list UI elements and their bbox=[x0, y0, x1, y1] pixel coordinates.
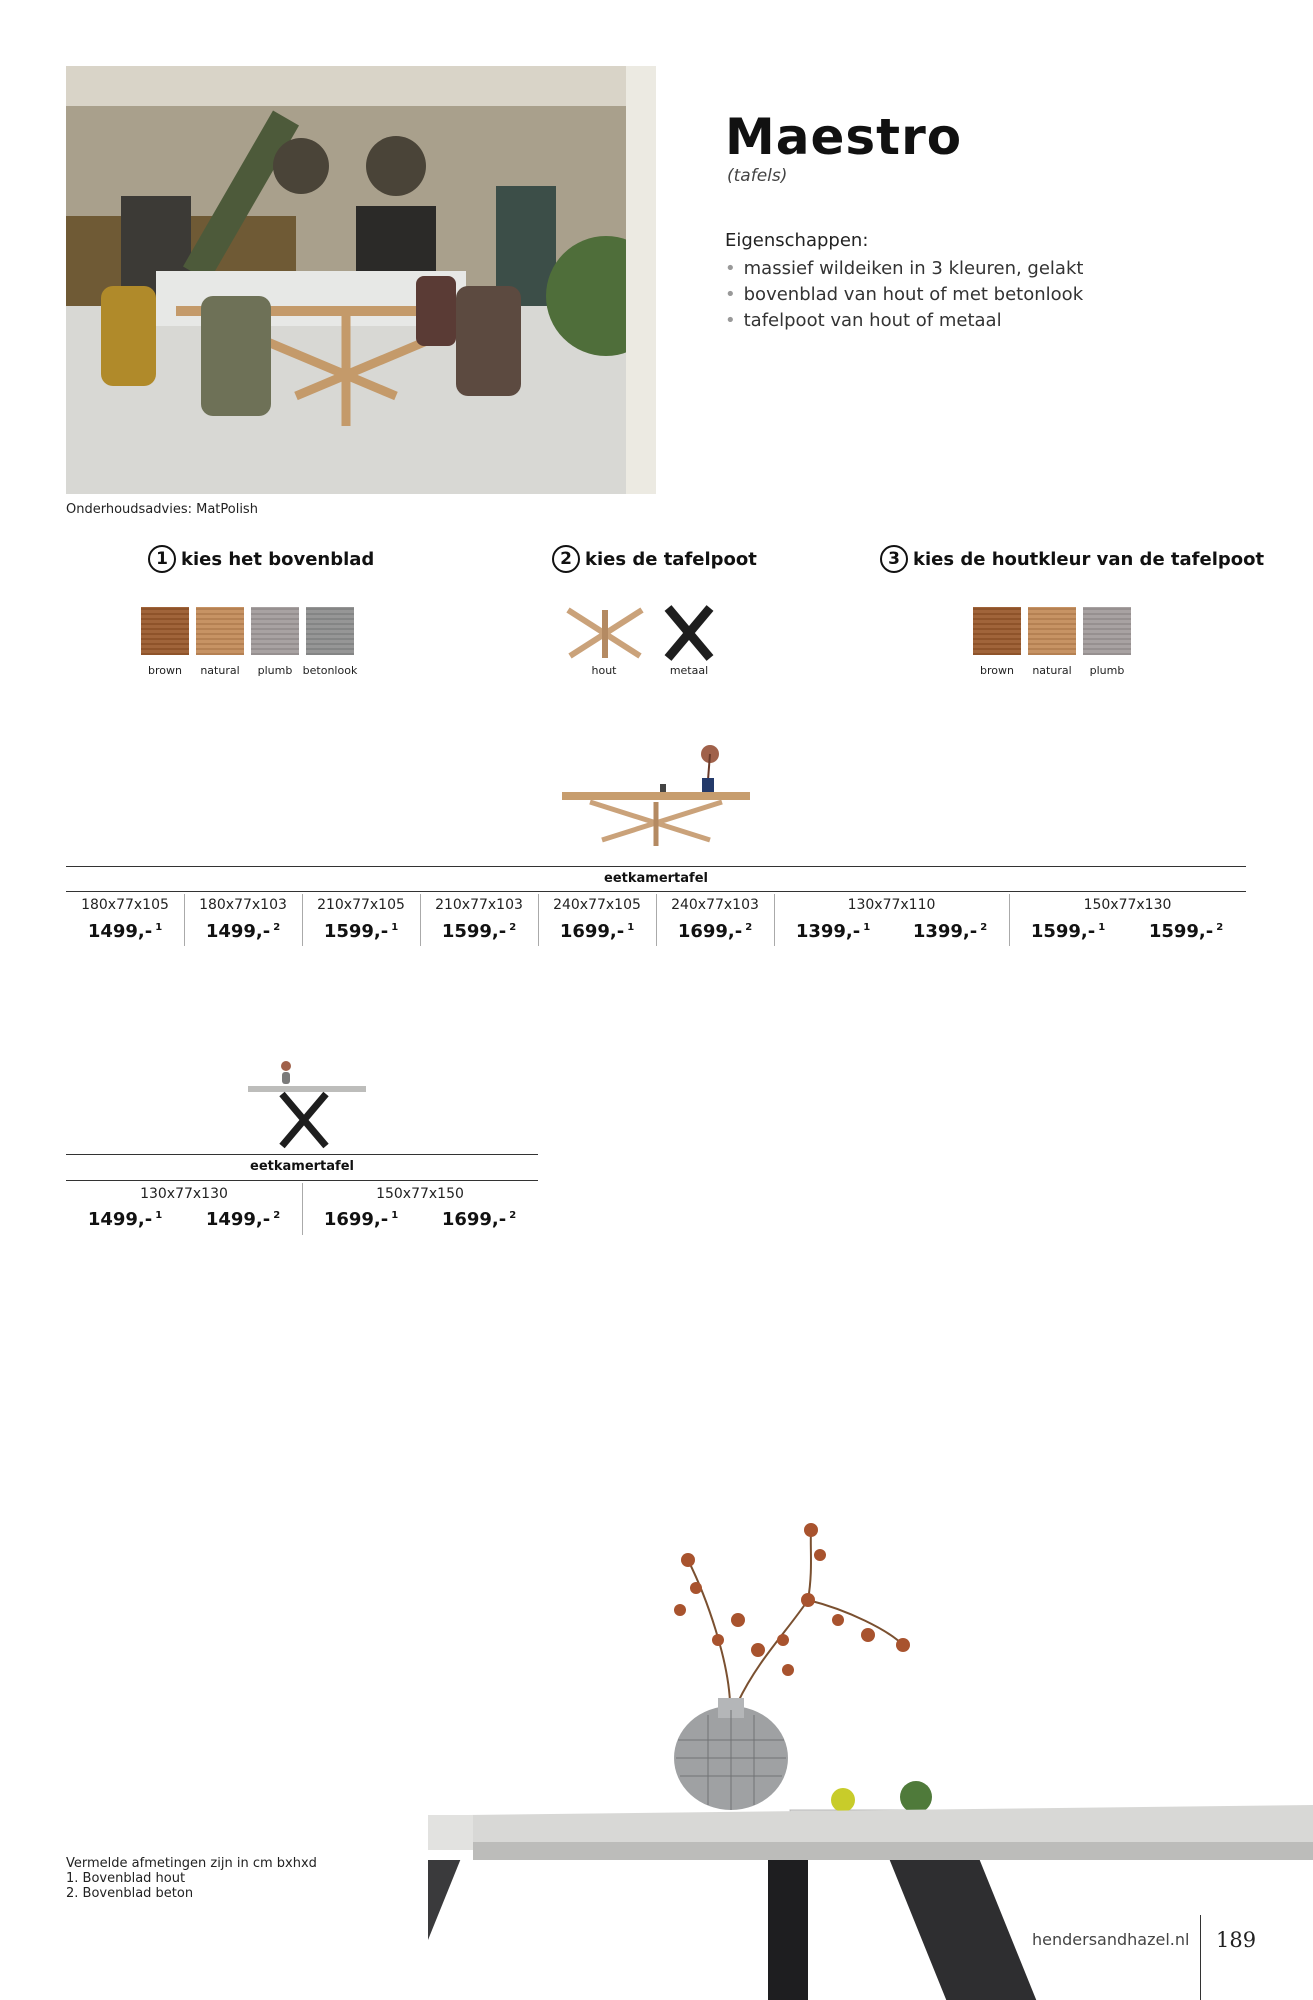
step-number: 2 bbox=[552, 545, 580, 573]
product-title: Maestro bbox=[725, 108, 963, 166]
table-dimension: 240x77x103 bbox=[671, 897, 759, 913]
table-dimension: 210x77x103 bbox=[435, 897, 523, 913]
swatch-label: natural bbox=[200, 664, 240, 677]
table-dimension: 130x77x110 bbox=[847, 897, 936, 913]
step-2-header bbox=[552, 545, 757, 573]
table-price: 1399,- $^2$ bbox=[912, 921, 988, 942]
leg-swatch-brown[interactable] bbox=[973, 607, 1021, 655]
step-label: kies de houtkleur van de tafelpoot bbox=[913, 548, 1265, 570]
leg-swatch-plumb[interactable] bbox=[1083, 607, 1131, 655]
swatch-label: natural bbox=[1032, 664, 1072, 677]
property-item: • tafelpoot van hout of metaal bbox=[725, 308, 1083, 334]
table-price: 1599,- $^1$ bbox=[323, 921, 399, 942]
table-dimension: 180x77x103 bbox=[199, 897, 287, 913]
table-dimension: 240x77x105 bbox=[553, 897, 641, 913]
hero-photo bbox=[66, 66, 656, 494]
step-1-header bbox=[148, 545, 374, 573]
table-price: 1399,- $^1$ bbox=[795, 921, 871, 942]
table-price: 1499,- $^2$ bbox=[205, 921, 281, 942]
table-price: 1599,- $^2$ bbox=[441, 921, 517, 942]
swatch-natural[interactable] bbox=[196, 607, 244, 655]
concrete-table-product-photo bbox=[428, 1440, 1313, 2000]
footer-divider bbox=[1200, 1915, 1201, 2000]
wooden-leg-option[interactable] bbox=[560, 604, 650, 662]
page-number: 189 bbox=[1216, 1928, 1257, 1952]
table-price: 1599,- $^1$ bbox=[1030, 921, 1106, 942]
footnotes bbox=[66, 1856, 317, 1901]
table-price: 1499,- $^1$ bbox=[87, 921, 163, 942]
properties-heading: Eigenschappen: bbox=[725, 230, 869, 251]
table-price: 1599,- $^2$ bbox=[1148, 921, 1224, 942]
metal-leg-option[interactable] bbox=[660, 604, 718, 662]
properties-list bbox=[725, 256, 1083, 334]
table-price: 1699,- $^2$ bbox=[677, 921, 753, 942]
swatch-brown[interactable] bbox=[141, 607, 189, 655]
swatch-label: plumb bbox=[1089, 664, 1125, 677]
swatch-betonlook[interactable] bbox=[306, 607, 354, 655]
swatch-label: brown bbox=[980, 664, 1014, 677]
step-number: 3 bbox=[880, 545, 908, 573]
table-1-top-rule bbox=[66, 866, 1246, 867]
table-2-header-rule bbox=[66, 1180, 538, 1181]
maintenance-caption: Onderhoudsadvies: MatPolish bbox=[66, 502, 258, 517]
property-item: • massief wildeiken in 3 kleuren, gelakt bbox=[725, 256, 1083, 282]
wooden-table-illustration bbox=[560, 740, 752, 850]
product-category: (tafels) bbox=[727, 166, 788, 186]
website-link[interactable]: hendersandhazel.nl bbox=[1032, 1930, 1190, 1949]
leg-swatch-natural[interactable] bbox=[1028, 607, 1076, 655]
concrete-table-illustration bbox=[246, 1058, 368, 1150]
table-dimension: 180x77x105 bbox=[81, 897, 169, 913]
table-dimension: 150x77x130 bbox=[1083, 897, 1172, 913]
table-1-caption: eetkamertafel bbox=[604, 871, 708, 886]
table-price: 1699,- $^1$ bbox=[559, 921, 635, 942]
table-dimension: 150x77x150 bbox=[376, 1186, 464, 1202]
table-2-caption: eetkamertafel bbox=[250, 1159, 354, 1174]
step-label: kies het bovenblad bbox=[181, 548, 375, 570]
table-price: 1499,- $^1$ bbox=[87, 1209, 163, 1230]
step-number: 1 bbox=[148, 545, 176, 573]
step-label: kies de tafelpoot bbox=[585, 548, 757, 570]
table-dimension: 130x77x130 bbox=[140, 1186, 228, 1202]
swatch-label: brown bbox=[148, 664, 182, 677]
table-1-header-rule bbox=[66, 891, 1246, 892]
property-item: • bovenblad van hout of met betonlook bbox=[725, 282, 1083, 308]
table-price: 1699,- $^1$ bbox=[323, 1209, 399, 1230]
swatch-label: plumb bbox=[257, 664, 293, 677]
leg-label: metaal bbox=[669, 664, 709, 677]
table-2-top-rule bbox=[66, 1154, 538, 1155]
table-dimension: 210x77x105 bbox=[317, 897, 405, 913]
footnote-2: 2. Bovenblad beton bbox=[66, 1886, 194, 1901]
swatch-plumb[interactable] bbox=[251, 607, 299, 655]
footnote-dimensions: Vermelde afmetingen zijn in cm bxhxd bbox=[66, 1856, 317, 1871]
swatch-label: betonlook bbox=[302, 664, 358, 677]
step-3-header bbox=[880, 545, 1264, 573]
leg-label: hout bbox=[591, 664, 617, 677]
table-price: 1499,- $^2$ bbox=[205, 1209, 281, 1230]
table-price: 1699,- $^2$ bbox=[441, 1209, 517, 1230]
footnote-1: 1. Bovenblad hout bbox=[66, 1871, 186, 1886]
